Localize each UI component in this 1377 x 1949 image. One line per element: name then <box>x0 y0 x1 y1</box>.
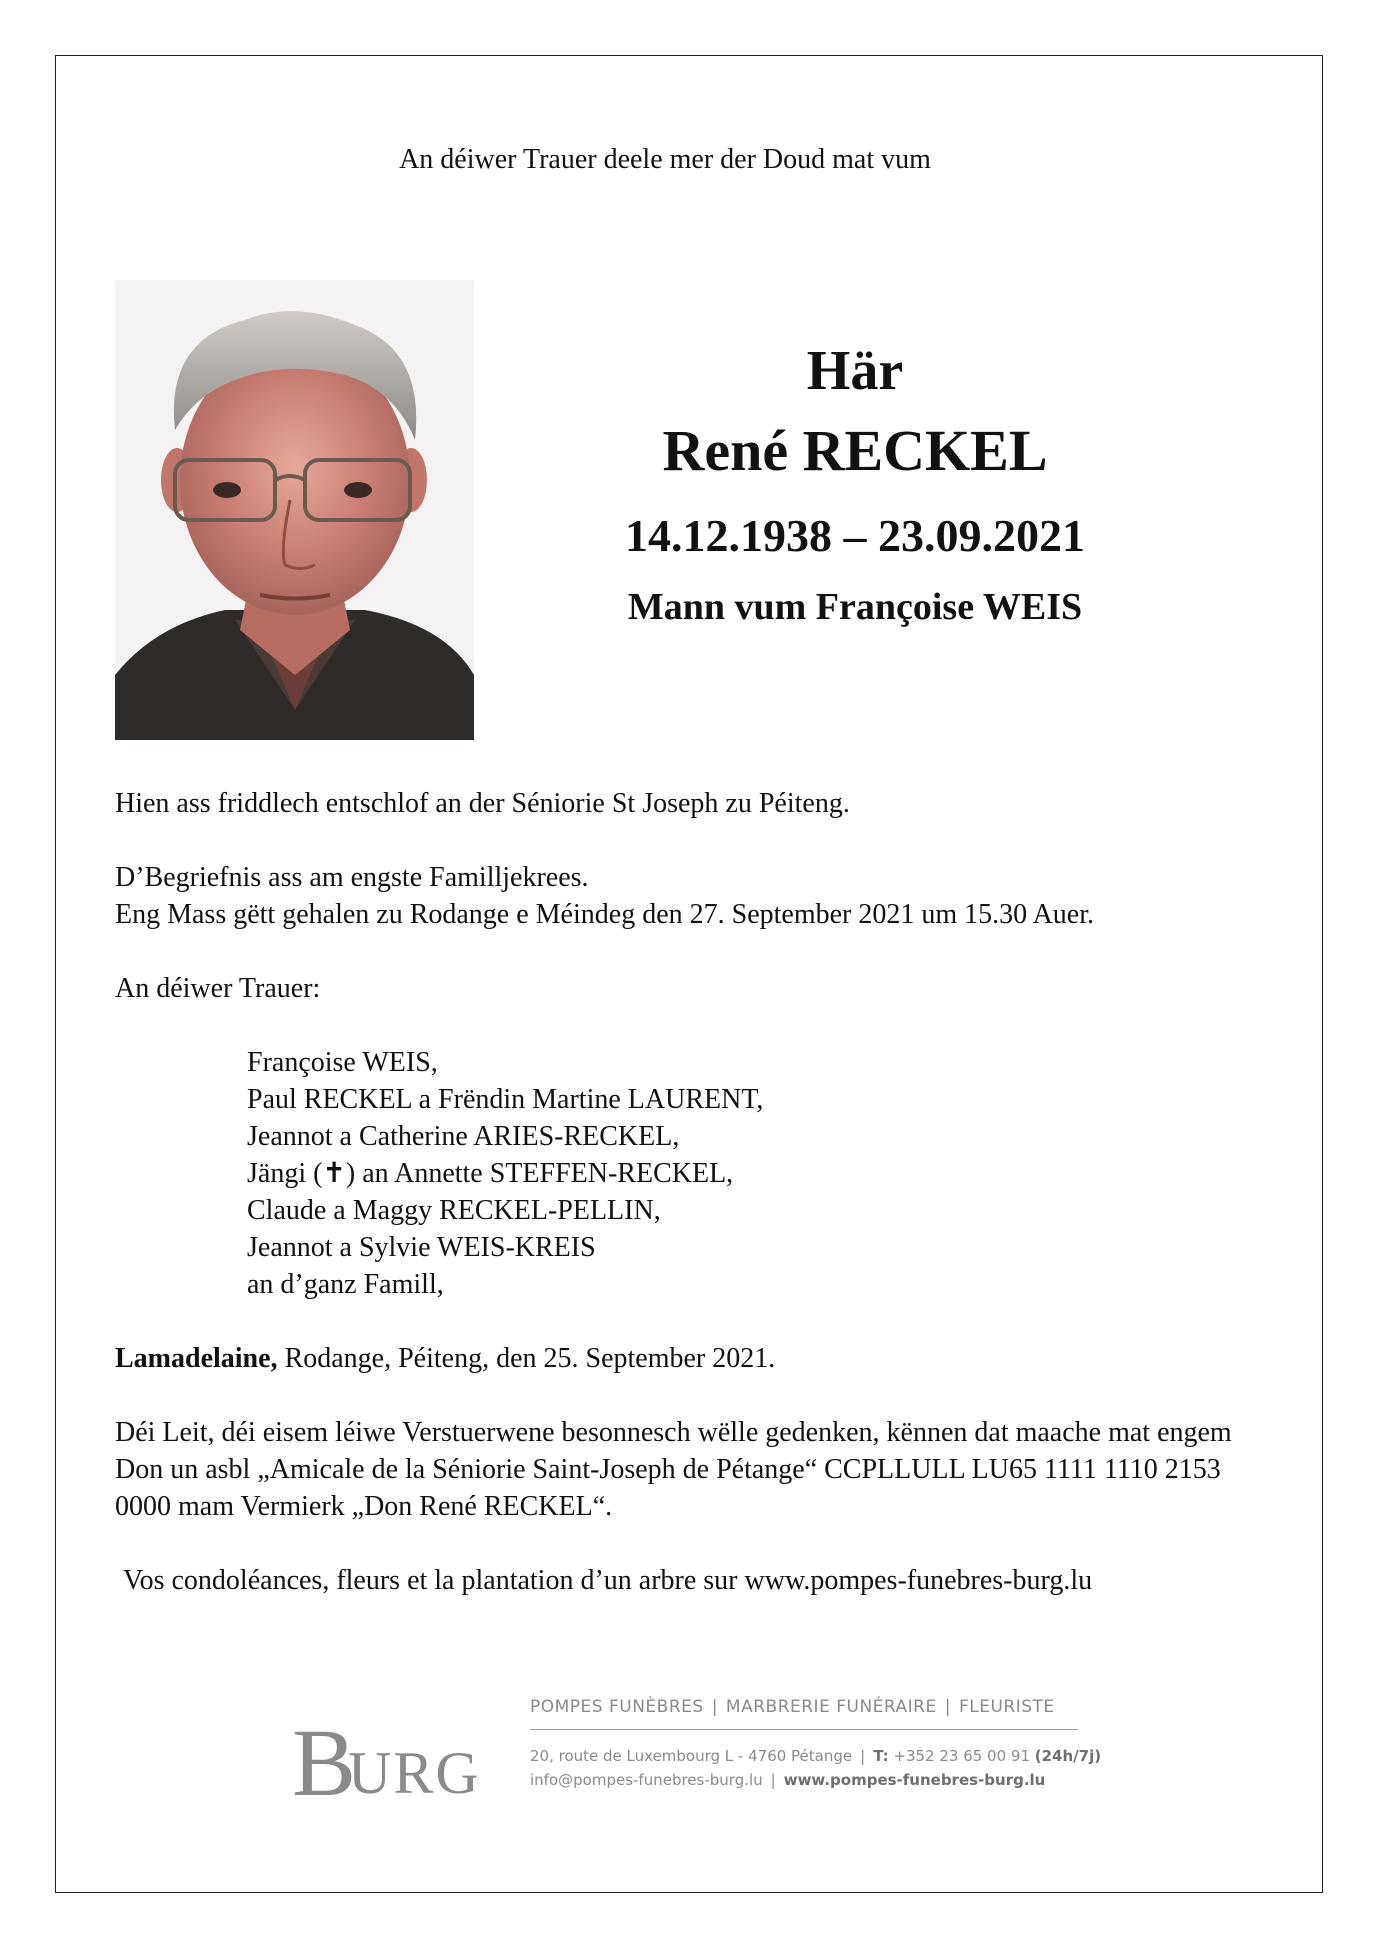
mourners-list <box>115 1044 1275 1303</box>
mourner-item: Françoise WEIS, <box>247 1047 438 1078</box>
life-dates: 14.12.1938 – 23.09.2021 <box>625 510 1085 561</box>
footer-email[interactable]: info@pompes-funebres-burg.lu <box>530 1771 763 1789</box>
salutation: Här <box>806 340 904 402</box>
footer <box>290 1695 1102 1815</box>
donation-text: Déi Leit, déi eisem léiwe Verstuerwene besonnesch wëlle gedenken, kënnen dat maache mat engem Don un asbl „Amicale de la Séniorie Saint-Joseph de Pétange“ CCPLLULL LU65 1111 1110 2153 0000 mam Vermierk „Don René RECKEL“. <box>115 1417 1232 1522</box>
burg-logo <box>290 1695 490 1815</box>
mourner-item: an d’ganz Famill, <box>247 1269 444 1300</box>
footer-services: POMPES FUNÈBRES | MARBRERIE FUNÉRAIRE | FLEURISTE <box>530 1695 1078 1730</box>
deceased-name: René RECKEL <box>662 418 1048 483</box>
condolences-text: Vos condoléances, fleurs et la plantation d’un arbre sur www.pompes-funebres-burg.lu <box>123 1565 1093 1596</box>
heading-block <box>470 335 1240 637</box>
svg-text:B: B <box>292 1709 353 1815</box>
portrait-photo <box>115 280 474 740</box>
mourner-item: Jeannot a Catherine ARIES-RECKEL, <box>247 1121 680 1152</box>
notice-body <box>115 785 1275 1599</box>
place-date-line <box>115 1340 1275 1377</box>
intro-text: An déiwer Trauer deele mer der Doud mat vum <box>399 144 931 175</box>
place-bold: Lamadelaine, <box>115 1343 278 1374</box>
funeral-line-2: Eng Mass gëtt gehalen zu Rodange e Méindeg den 27. September 2021 um 15.30 Auer. <box>115 899 1095 930</box>
spouse-line: Mann vum Françoise WEIS <box>627 586 1083 628</box>
svg-text:URG: URG <box>348 1740 481 1806</box>
mourner-item: Paul RECKEL a Frëndin Martine LAURENT, <box>247 1084 764 1115</box>
footer-address: 20, route de Luxembourg L - 4760 Pétange | T: +352 23 65 00 91 (24h/7j) <box>530 1747 1102 1765</box>
mourner-item: Jeannot a Sylvie WEIS-KREIS <box>247 1232 596 1263</box>
footer-contact: info@pompes-funebres-burg.lu | www.pompes-funebres-burg.lu <box>530 1771 1046 1789</box>
mourner-item: Claude a Maggy RECKEL-PELLIN, <box>247 1195 661 1226</box>
footer-info <box>530 1695 1102 1792</box>
funeral-line-1: D’Begriefnis ass am engste Familljekrees. <box>115 862 589 893</box>
death-notice: Hien ass friddlech entschlof an der Séniorie St Joseph zu Péiteng. <box>115 788 850 819</box>
place-rest: Rodange, Péiteng, den 25. September 2021. <box>277 1343 776 1374</box>
footer-website[interactable]: www.pompes-funebres-burg.lu <box>783 1771 1046 1789</box>
mourner-item: Jängi (✝) an Annette STEFFEN-RECKEL, <box>247 1158 734 1189</box>
mourners-label: An déiwer Trauer: <box>115 973 321 1004</box>
